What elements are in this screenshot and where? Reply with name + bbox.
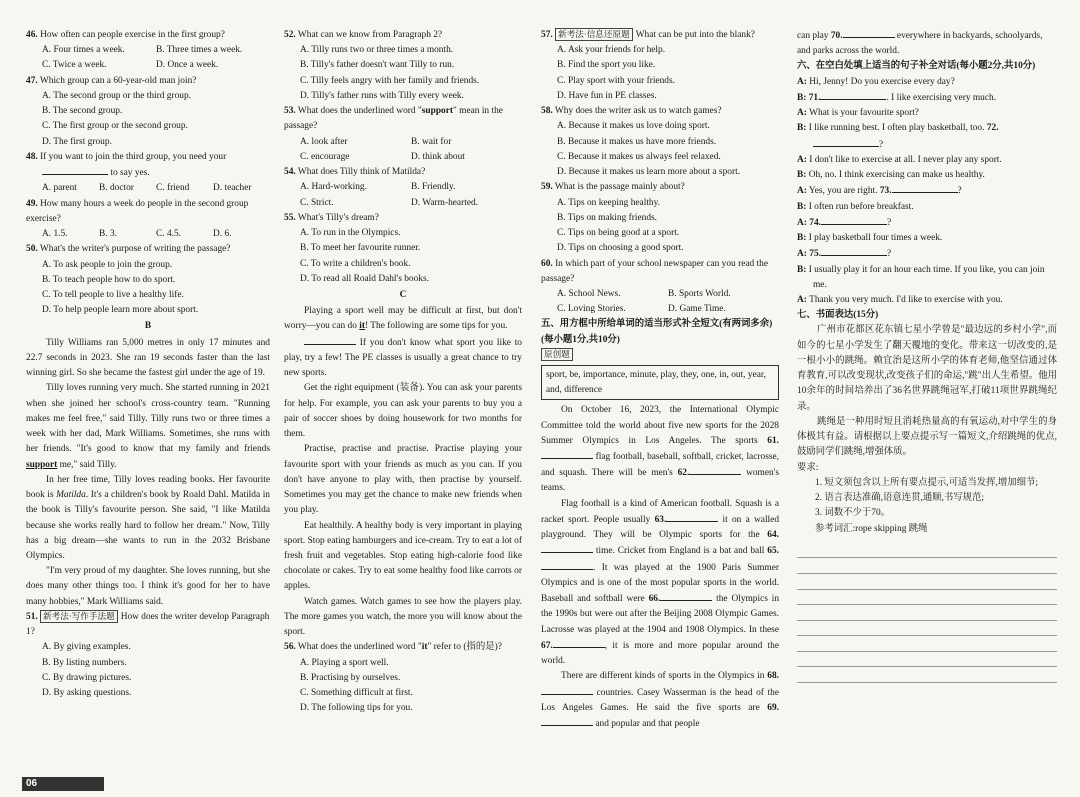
question-52: 52. What can we know from Paragraph 2? A. Tilly runs two or three times a month. B. Tilly's father doesn't want Tilly to run. C. Tilly feels angry with her family and friends. D. Tilly's father runs with Tilly every week.: [284, 28, 522, 104]
option-a[interactable]: A. By giving examples.: [42, 642, 131, 653]
answer-blank-72[interactable]: [813, 137, 879, 147]
question-47: 47. Which group can a 60-year-old man join? A. The second group or the third group. B. The second group. C. The first group or the second group. D. The first group.: [26, 74, 270, 150]
section-6-heading: 六、在空白处填上适当的句子补全对话(每小题2分,共10分): [797, 61, 1036, 72]
option-d[interactable]: D. Game Time.: [668, 304, 726, 315]
answer-blank-70[interactable]: [843, 28, 895, 38]
page-number-badge: 06: [22, 777, 104, 791]
option-d[interactable]: D. teacher: [213, 183, 252, 194]
answer-blank-64[interactable]: [541, 543, 593, 553]
option-c[interactable]: C. Tips on being good at a sport.: [557, 228, 680, 239]
option-c[interactable]: C. encourage: [300, 151, 350, 162]
option-d[interactable]: D. To read all Roald Dahl's books.: [300, 273, 429, 284]
option-a[interactable]: A. Hard-working.: [300, 182, 367, 193]
option-a[interactable]: A. Four times a week.: [42, 45, 125, 56]
option-a[interactable]: A. Playing a sport well.: [300, 657, 389, 668]
dialogue: [797, 75, 1057, 309]
dialog-line: A: Yes, you are right. 73. ?: [797, 183, 1057, 199]
answer-blank-68[interactable]: [541, 685, 593, 695]
question-type-tag: 新考法·写作手法题: [40, 610, 118, 623]
option-d[interactable]: D. The first group.: [42, 136, 112, 147]
option-b[interactable]: B. By listing numbers.: [42, 657, 127, 668]
question-59: 59. What is the passage mainly about? A. Tips on keeping healthy. B. Tips on making friends. C. Tips on being good at a sport. D. Tips on choosing a good sport.: [541, 180, 779, 256]
dialog-line: B: I often run before breakfast.: [797, 201, 914, 212]
section-5-heading: 五、用方框中所给单词的适当形式补全短文(有两词多余)(每小题1分,共10分): [541, 319, 773, 345]
writing-area[interactable]: [797, 543, 1057, 683]
option-a[interactable]: A. To run in the Olympics.: [300, 228, 401, 239]
option-c[interactable]: C. The first group or the second group.: [42, 121, 188, 132]
option-d[interactable]: D. By asking questions.: [42, 688, 132, 699]
word-bank: sport, be, importance, minute, play, they, one, in, out, year, and, difference: [541, 365, 779, 400]
option-d[interactable]: D. To help people learn more about sport.: [42, 305, 199, 316]
option-b[interactable]: B. Sports World.: [668, 288, 731, 299]
section-c-heading: C: [399, 289, 407, 300]
option-c[interactable]: C. 4.5.: [156, 229, 182, 240]
dialog-line: A: Hi, Jenny! Do you exercise every day?: [797, 76, 955, 87]
answer-blank-69[interactable]: [541, 716, 593, 726]
answer-blank-74[interactable]: [821, 215, 887, 225]
option-d[interactable]: D. Warm-hearted.: [411, 197, 479, 208]
dialog-line: B: Oh, no. I think exercising can make us healthy.: [797, 170, 985, 181]
answer-blank-61[interactable]: [541, 449, 593, 459]
passage-c: Playing a sport well may be difficult at first, but don't worry—you can do it! The following are some tips for you. If you don't know what sport you like to play, try a few! The PE classes is usually a great chance to try new sports. Get the right equipment (装备). You can ask your parents for help. For example, you can ask your parents to buy you a pair of soccer shoes by doing housework for two months for them. Practise, practise and practise. Practise playing your favourite sport with your friends as much as you can. If you don't have anyone to play with, then practise by yourself. Sometimes you may get the chance to make new friends when you play. Eat healthily. A healthy body is very important in playing sport. Stop eating hamburgers and ice-cream. Try to eat a lot of fresh fruit and vegetables. Stop eating high-calorie food like chocolate or cakes. Try to eat some healthy food like carrots or apples. Watch games. Watch games to see how the players play. The more games you watch, the more you will know about the sport.: [284, 306, 522, 638]
option-a[interactable]: A. 1.5.: [42, 229, 68, 240]
dialog-line: B: I usually play it for an hour each time. If you like, you can join me.: [797, 264, 1045, 290]
option-c[interactable]: C. friend: [156, 183, 190, 194]
question-46: 46. How often can people exercise in the first group? A. Four times a week. B. Three times a week. C. Twice a week. D. Once a week.: [26, 28, 270, 74]
option-b[interactable]: B. doctor: [99, 183, 134, 194]
option-c[interactable]: C. By drawing pictures.: [42, 672, 132, 683]
dialog-line: A: 75. ?: [797, 246, 1057, 262]
dialog-line: A: I don't like to exercise at all. I never play any sport.: [797, 154, 1002, 165]
column-1: [26, 28, 270, 773]
question-60: 60. In which part of your school newspaper can you read the passage? A. School News. B. Sports World. C. Loving Stories. D. Game Time.: [541, 257, 779, 318]
option-b[interactable]: B. Find the sport you like.: [557, 60, 656, 71]
option-c[interactable]: C. Loving Stories.: [557, 304, 626, 315]
answer-blank-57[interactable]: [304, 335, 356, 345]
essay-prompt: 广州市花都区花东镇七星小学曾是"最边远的乡村小学",而如今的七星小学发生了翻天覆地的变化。带来这一切改变的,是一根小小的跳绳。赖宜治是这所小学的体育老师,他坚信通过体育教育,可以改变现状,改变孩子们的命运,"跳"出人生希望。他用10余年的时间培养出了36名世界跳绳冠军,打破11项世界跳绳纪录。: [797, 325, 1057, 412]
option-d[interactable]: D. The following tips for you.: [300, 703, 413, 714]
dialog-line: B: I like running best. I often play basketball, too. 72.?: [797, 123, 999, 150]
option-d[interactable]: D. think about: [411, 151, 465, 162]
column-3: [541, 28, 779, 773]
option-a[interactable]: A. The second group or the third group.: [42, 90, 192, 101]
original-question-tag: 原创题: [541, 348, 573, 361]
cloze-passage: On October 16, 2023, the International Olympic Committee told the world about five new sports for the 2028 Summer Olympics in Los Angeles. The sports 61. flag football, baseball, softball, cricket, lacrosse, and squash. There will be men's 62. women's teams. Flag football is a kind of American football. Squash is a racket sport. People usually 63. it on a walled playground. They will be Olympic sports for the 64. time. Cricket from England is a bat and ball 65.. It was played at the 1900 Paris Summer Olympics and is one of the most popular sports in the world. Baseball and softball were 66. the Olympics in the 1990s but were out after the Beijing 2008 Olympic Games. Lacrosse was played at the 1904 and 1908 Olympics. In these 67. , it is more and more popular around the world. There are different kinds of sports in the Olympics in 68. countries. Casey Wasserman is the head of the Los Angeles Games. He said the five sports are 69. and popular and that people: [541, 405, 779, 729]
option-a[interactable]: A. To ask people to join the group.: [42, 259, 173, 270]
answer-blank-62[interactable]: [689, 465, 741, 475]
question-type-tag: 新考法·信息还原题: [555, 28, 633, 41]
underlined-word-it: it: [359, 321, 365, 332]
passage-b: Tilly Williams ran 5,000 metres in only 17 minutes and 22.7 seconds in 2023. She ran 19 seconds faster than the last winning girl. So she became the fastest girl under the age of 19. Tilly loves running very much. She started running in 2021 when she joined her school's cross-country team. "Running makes me feel free," said Tilly. Tilly runs two or three times a week with her dad, Mark Williams. Sometimes, she runs with her friends. "It's good to know that my family and friends support me," said Tilly. In her free time, Tilly loves reading books. Her favourite book is Matilda. It's a children's book by Roald Dahl. Matilda in the book is Tilly's favourite person. She said, "I like Matilda because she works really hard to follow her dream." Now, Tilly has a big dream—she wants to run in the 2032 Brisbane Olympics. "I'm very proud of my daughter. She loves running, but she does many other things too. I think it's good for her to have many hobbies," Mark Williams said.: [26, 337, 270, 607]
dialog-line: B: 71. . I like exercising very much.: [797, 90, 1057, 106]
section-b-heading: B: [144, 321, 152, 332]
option-c[interactable]: C. Tilly feels angry with her family and friends.: [300, 75, 480, 86]
dialog-line: A: 74. ?: [797, 215, 1057, 231]
option-c[interactable]: C. Twice a week.: [42, 60, 107, 71]
option-d[interactable]: D. Tips on choosing a good sport.: [557, 243, 684, 254]
option-b[interactable]: B. Friendly.: [411, 182, 456, 193]
question-51: 51. 新考法·写作手法题 How does the writer develop Paragraph 1? A. By giving examples. B. By listing numbers. C. By drawing pictures. D. By asking questions.: [26, 610, 270, 701]
option-d[interactable]: D. Once a week.: [156, 60, 219, 71]
question-56: 56. What does the underlined word "it" refer to (指的是)? A. Playing a sport well. B. Practising by ourselves. C. Something difficult at first. D. The following tips for you.: [284, 640, 522, 716]
answer-blank-75[interactable]: [821, 246, 887, 256]
option-a[interactable]: A. Tilly runs two or three times a month.: [300, 45, 454, 56]
answer-blank-73[interactable]: [892, 183, 958, 193]
reference-vocab: 参考词汇:rope skipping 跳绳: [815, 523, 928, 534]
option-a[interactable]: A. look after: [300, 136, 348, 147]
question-48: 48. If you want to join the third group, you need your to say yes. A. parent B. doctor C. friend D. teacher: [26, 150, 270, 197]
option-b[interactable]: B. To teach people how to do sport.: [42, 274, 176, 285]
question-49: 49. How many hours a week do people in the second group exercise? A. 1.5. B. 3. C. 4.5. D. 6.: [26, 197, 270, 243]
column-4: can play 70. everywhere in backyards, schoolyards, and parks across the world. 六、在空白处填上适当的句子补全对话(每小题2分,共10分) A: Hi, Jenny! Do you exercise every day? B: 71. . I like exercising very much. A: What is your favourite sport? B: I like running best. I often play basketball, too. 72.? A: I don't like to exercise at all. I never play any sport. B: Oh, no. I think exercising can make us healthy. A: Yes, you are right. 73. ? B: I often run before breakfast. A: 74. ? B: I play basketball four times a week. A: 75. ? B: I usually play it for an hour each time. If you like, you can join me. A: Thank you very much. I'd like to exercise with you. 七、书面表达(15分) 广州市花都区花东镇七星小学曾是"最边远的乡村小学",而如今的七星小学发生了翻天覆地的变化。带来这一切改变的,是一根小小的跳绳。赖宜治是这所小学的体育老师,他坚信通过体育教育,可以改变现状,改变孩子们的命运,"跳"出人生希望。他用10余年的时间培养出了36名世界跳绳冠军,打破11项世界跳绳纪录。 跳绳是一种用时短且消耗热量高的有氧运动,对中学生的身体极其有益。请根据以上要点提示写一篇短文,介绍跳绳的优点,鼓励同学们跳绳,增强体质。 要求: 1. 短文须包含以上所有要点提示,可适当发挥,增加细节; 2. 语言表达准确,语意连贯,通顺,书写规范; 3. 词数不少于70。 参考词汇:rope skipping 跳绳: [797, 28, 1057, 773]
option-a[interactable]: A. Because it makes us love doing sport.: [557, 121, 710, 132]
option-b[interactable]: B. Because it makes us have more friends.: [557, 136, 717, 147]
option-b[interactable]: B. Practising by ourselves.: [300, 672, 401, 683]
option-a[interactable]: A. Tips on keeping healthy.: [557, 197, 661, 208]
dialog-line: A: What is your favourite sport?: [797, 108, 919, 119]
requirement-item: 2. 语言表达准确,语意连贯,通顺,书写规范;: [815, 493, 985, 504]
underlined-word-support: support: [26, 459, 58, 470]
requirement-item: 3. 词数不少于70。: [815, 508, 891, 519]
question-53: 53. What does the underlined word "support" mean in the passage? A. look after B. wait for C. encourage D. think about: [284, 104, 522, 165]
answer-blank-67[interactable]: [553, 638, 605, 648]
requirement-item: 1. 短文须包含以上所有要点提示,可适当发挥,增加细节;: [815, 477, 1038, 488]
option-a[interactable]: A. School News.: [557, 288, 621, 299]
option-c[interactable]: C. Play sport with your friends.: [557, 75, 675, 86]
answer-blank-65[interactable]: [541, 560, 593, 570]
requirements-title: 要求:: [797, 462, 819, 473]
option-d[interactable]: D. Because it makes us learn more about a sport.: [557, 167, 741, 178]
dialog-line: A: Thank you very much. I'd like to exercise with you.: [797, 294, 1003, 305]
question-58: 58. Why does the writer ask us to watch games? A. Because it makes us love doing sport. B. Because it makes us have more friends. C. Because it makes us always feel relaxed. D. Because it makes us learn more about a sport.: [541, 104, 779, 180]
option-b[interactable]: B. Tilly's father doesn't want Tilly to run.: [300, 60, 455, 71]
dialog-line: B: I play basketball four times a week.: [797, 233, 943, 244]
section-7-heading: 七、书面表达(15分): [797, 310, 879, 321]
column-2: [284, 28, 522, 773]
option-d[interactable]: D. Have fun in PE classes.: [557, 90, 657, 101]
option-c[interactable]: C. Because it makes us always feel relaxed.: [557, 151, 721, 162]
option-a[interactable]: A. parent: [42, 183, 77, 194]
answer-blank-66[interactable]: [660, 591, 712, 601]
option-b[interactable]: B. To meet her favourite runner.: [300, 243, 421, 254]
essay-prompt-2: 跳绳是一种用时短且消耗热量高的有氧运动,对中学生的身体极其有益。请根据以上要点提示写一篇短文,介绍跳绳的优点,鼓励同学们跳绳,增强体质。: [797, 416, 1057, 458]
option-a[interactable]: A. Ask your friends for help.: [557, 45, 666, 56]
question-50: 50. What's the writer's purpose of writing the passage? A. To ask people to join the group. B. To teach people how to do sport. C. To tell people to live a healthy life. D. To help people learn more about sport.: [26, 242, 270, 318]
answer-blank-63[interactable]: [666, 512, 718, 522]
question-57: 57. 新考法·信息还原题 What can be put into the blank? A. Ask your friends for help. B. Find the sport you like. C. Play sport with your friends. D. Have fun in PE classes.: [541, 28, 779, 104]
option-b[interactable]: B. Three times a week.: [156, 45, 243, 56]
option-d[interactable]: D. Tilly's father runs with Tilly every week.: [300, 90, 464, 101]
answer-blank-71[interactable]: [820, 90, 886, 100]
option-c[interactable]: C. Something difficult at first.: [300, 688, 413, 699]
answer-blank[interactable]: [42, 165, 108, 175]
question-54: 54. What does Tilly think of Matilda? A. Hard-working. B. Friendly. C. Strict. D. Warm-hearted.: [284, 165, 522, 211]
option-c[interactable]: C. To tell people to live a healthy life.: [42, 289, 184, 300]
option-b[interactable]: B. wait for: [411, 136, 452, 147]
option-b[interactable]: B. The second group.: [42, 106, 123, 117]
option-c[interactable]: C. To write a children's book.: [300, 258, 411, 269]
option-b[interactable]: B. 3.: [99, 229, 117, 240]
option-b[interactable]: B. Tips on making friends.: [557, 212, 658, 223]
option-c[interactable]: C. Strict.: [300, 197, 334, 208]
option-d[interactable]: D. 6.: [213, 229, 232, 240]
question-55: 55. What's Tilly's dream? A. To run in the Olympics. B. To meet her favourite runner. C. To write a children's book. D. To read all Roald Dahl's books.: [284, 211, 522, 287]
